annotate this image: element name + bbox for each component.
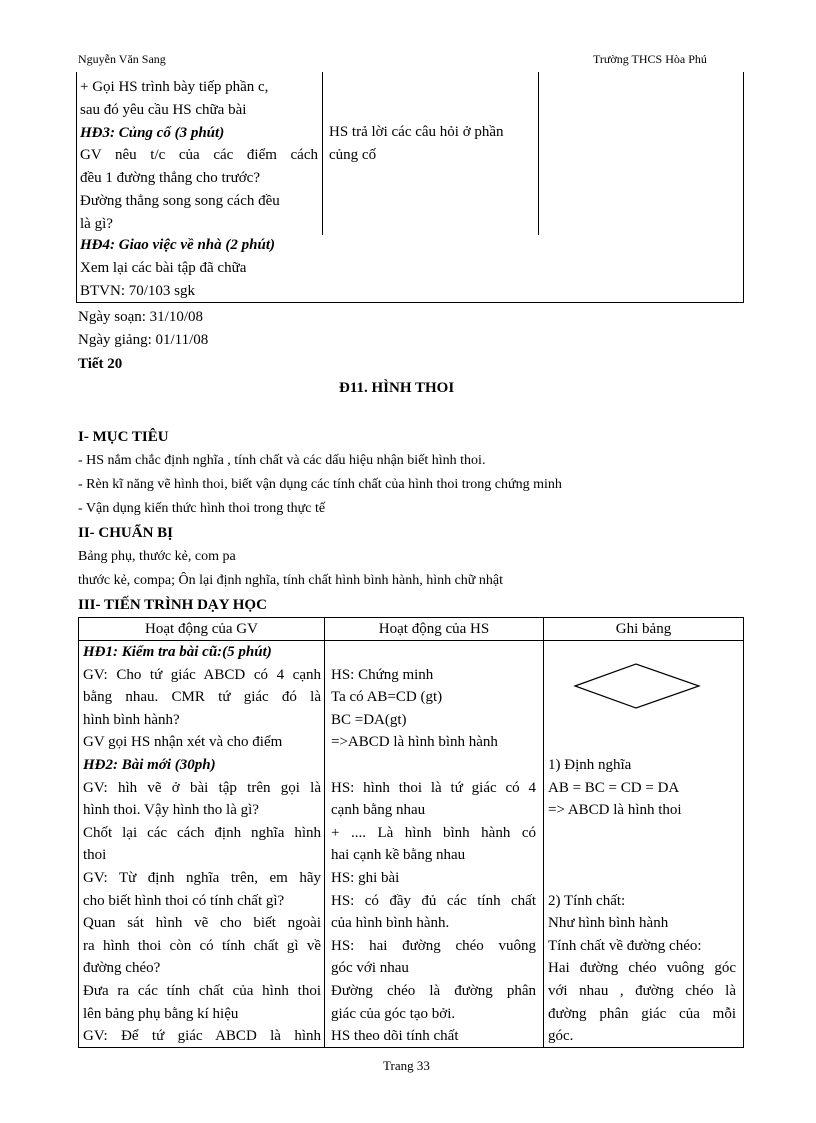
top-table	[76, 72, 744, 303]
text-line: HĐ4: Giao việc về nhà (2 phút)	[80, 237, 275, 253]
text-line: Quan sát hình vẽ cho biết ngoài	[83, 915, 321, 932]
text-line: HĐ3: Củng cố (3 phút)	[80, 124, 225, 141]
text-line: BC =DA(gt)	[331, 711, 407, 728]
header-author: Nguyễn Văn Sang	[78, 52, 166, 66]
text-line: HS: ghi bài	[331, 869, 400, 886]
text-line: GV: Cho tứ giác ABCD có 4 cạnh	[83, 666, 321, 683]
objective-item: - Vận dụng kiến thức hình thoi trong thực tế	[78, 501, 326, 516]
top-table-homework	[80, 234, 480, 302]
text-line: bằng nhau. CMR tứ giác đó là	[83, 689, 321, 706]
text-line: Hai đường chéo vuông góc	[548, 960, 736, 977]
top-table-gv-column	[80, 76, 318, 236]
ngay-soan: Ngày soạn: 31/10/08	[78, 309, 203, 325]
ngay-giang: Ngày giảng: 01/11/08	[78, 332, 209, 348]
text-line: GV: Từ định nghĩa trên, em hãy	[83, 869, 321, 886]
text-line: HS trả lời các câu hỏi ở phần	[329, 124, 504, 140]
text-line	[548, 731, 736, 754]
text-line: 2) Tính chất:	[548, 892, 626, 909]
lesson-title: Đ11. HÌNH THOI	[339, 380, 455, 396]
text-line: GV: hìh vẽ ở bài tập trên gọi là	[83, 779, 321, 796]
text-line: HS: Chứng minh	[331, 666, 434, 683]
header-hs: Hoạt động của HS	[378, 621, 490, 637]
text-line: GV: Để tứ giác ABCD là hình	[83, 1028, 321, 1045]
text-line: là gì?	[80, 215, 113, 232]
text-line: 1) Định nghĩa	[548, 756, 632, 773]
text-line: Ta có AB=CD (gt)	[331, 689, 443, 706]
text-line: góc.	[548, 1028, 574, 1045]
text-line: hình bình hành?	[83, 711, 180, 728]
section-1-title: I- MỤC TIÊU	[78, 429, 169, 445]
text-line: đều 1 đường thẳng cho trước?	[80, 170, 260, 187]
tiet: Tiết 20	[78, 356, 123, 372]
page-number: Trang 33	[383, 1058, 430, 1073]
text-line	[331, 754, 536, 777]
text-line	[331, 641, 536, 664]
text-line: hình thoi. Vậy hình tho là gì?	[83, 802, 259, 819]
text-line: của hình bình hành.	[331, 915, 450, 932]
header-gv: Hoạt động của GV	[145, 621, 258, 637]
header-ghi-bang: Ghi bảng	[615, 621, 672, 637]
text-line: góc với nhau	[331, 960, 409, 977]
objective-item: - Rèn kĩ năng vẽ hình thoi, biết vận dụng các tính chất của hình thoi trong chứng minh	[78, 477, 562, 492]
text-line: củng cố	[329, 146, 377, 163]
text-line: AB = BC = CD = DA	[548, 779, 680, 796]
text-line: sau đó yêu cầu HS chữa bài	[80, 101, 247, 118]
text-line: Xem lại các bài tập đã chữa	[80, 259, 247, 276]
text-line: + .... Là hình bình hành có	[331, 824, 536, 841]
text-line: ra hình thoi còn có tính chất gì về	[83, 937, 321, 954]
text-line: cho biết hình thoi có tính chất gì?	[83, 892, 285, 909]
text-line: lên bảng phụ bằng kí hiệu	[83, 1005, 239, 1022]
text-line: với nhau , đường chéo là	[548, 982, 736, 999]
rhombus-figure	[573, 662, 703, 712]
text-line: Chốt lại các cách định nghĩa hình	[83, 824, 321, 841]
text-line: cạnh bằng nhau	[331, 802, 426, 819]
text-line: => ABCD là hình thoi	[548, 802, 682, 819]
text-line: đường phân giác của mỗi	[548, 1005, 736, 1022]
text-line	[548, 822, 736, 845]
text-line: HS: hình thoi là tứ giác có 4	[331, 779, 536, 796]
objective-item: - HS nắm chắc định nghĩa , tính chất và các dấu hiệu nhận biết hình thoi.	[78, 453, 486, 468]
top-table-divider-1	[322, 72, 323, 235]
top-table-hs-column	[329, 121, 535, 167]
text-line: giác của góc tạo bởi.	[331, 1005, 456, 1022]
header-school: Trường THCS Hòa Phú	[593, 52, 707, 66]
prep-item: Bảng phụ, thước kẻ, com pa	[78, 549, 236, 564]
text-line: Đường thẳng song song cách đều	[80, 192, 280, 209]
text-line: =>ABCD là hình bình hành	[331, 734, 498, 751]
top-table-divider-2	[538, 72, 539, 235]
text-line: Đường chéo là đường phân	[331, 982, 536, 999]
main-table-divider-1	[324, 618, 325, 1047]
text-line: thoi	[83, 847, 107, 864]
text-line	[548, 844, 736, 867]
prep-item: thước kẻ, compa; Ôn lại định nghĩa, tính chất hình bình hành, hình chữ nhật	[78, 573, 503, 588]
text-line: đường chéo?	[83, 960, 161, 977]
text-line: GV gọi HS nhận xét và cho điểm	[83, 734, 283, 751]
text-line: HĐ1: Kiểm tra bài cũ:(5 phút)	[83, 644, 272, 660]
section-2-title: II- CHUẨN BỊ	[78, 525, 174, 541]
main-table-divider-2	[543, 618, 544, 1047]
gv-activity-column	[83, 641, 321, 1048]
text-line	[548, 867, 736, 890]
text-line: Đưa ra các tính chất của hình thoi	[83, 982, 321, 999]
text-line	[548, 709, 736, 732]
rhombus-shape	[575, 664, 699, 708]
text-line: HS theo dõi tính chất	[331, 1028, 459, 1045]
text-line	[548, 641, 736, 664]
hs-activity-column	[331, 641, 536, 1048]
section-3-title: III- TIẾN TRÌNH DẠY HỌC	[78, 597, 267, 613]
text-line: Như hình bình hành	[548, 915, 669, 932]
text-line: hai cạnh kề bằng nhau	[331, 847, 466, 864]
text-line: HĐ2: Bài mới (30ph)	[83, 756, 216, 773]
main-table	[78, 617, 744, 1048]
text-line: GV nêu t/c của các điểm cách	[80, 147, 318, 164]
text-line: HS: có đầy đủ các tính chất	[331, 892, 536, 909]
text-line: + Gọi HS trình bày tiếp phần c,	[80, 79, 269, 95]
text-line: BTVN: 70/103 sgk	[80, 282, 196, 299]
text-line: HS: hai đường chéo vuông	[331, 937, 536, 954]
text-line: Tính chất về đường chéo:	[548, 937, 702, 954]
